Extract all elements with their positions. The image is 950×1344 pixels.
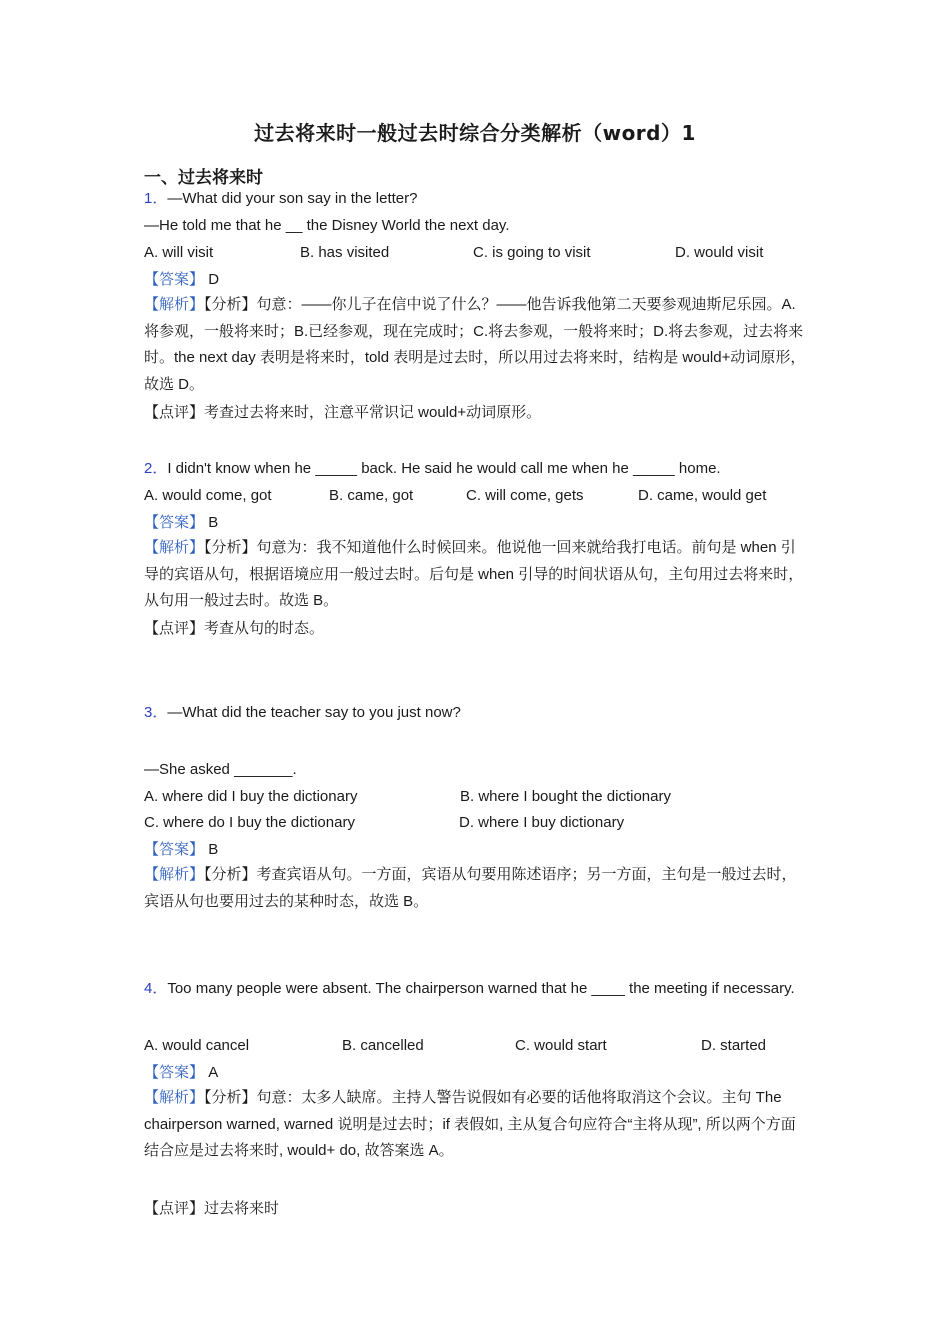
analysis-label: 【解析】 [144, 1089, 205, 1106]
question-number: 4． [144, 980, 168, 997]
question-4-stem: 4．Too many people were absent. The chairperson warned that he ____ the meeting if necessary. [144, 980, 795, 997]
question-2-comment: 【点评】考查从句的时态。 [144, 620, 325, 637]
answer-value: D [208, 271, 220, 288]
answer-blank: _______ [234, 761, 293, 778]
answer-label: 【答案】 [144, 1064, 205, 1081]
question-number: 2． [144, 460, 168, 477]
option-b: B. came, got [329, 487, 414, 504]
question-1-analysis [144, 292, 808, 399]
option-c: C. is going to visit [473, 244, 591, 261]
question-4-answer [144, 1063, 218, 1083]
answer-value: B [208, 841, 219, 858]
analysis-label: 【解析】 [144, 296, 205, 313]
option-b: B. cancelled [342, 1037, 424, 1054]
option-d: D. would visit [675, 244, 764, 261]
option-b: B. has visited [300, 244, 390, 261]
section-heading: 一、过去将来时 [144, 168, 263, 187]
question-1-comment: 【点评】考查过去将来时，注意平常识记 would+动词原形。 [144, 404, 542, 421]
answer-blank: _____ [315, 460, 358, 477]
question-3-stem: 3．—What did the teacher say to you just now? [144, 704, 461, 721]
analysis-text: 【分析】句意为：我不知道他什么时候回来。他说他一回来就给我打电话。前句是 when 引导的宾语从句，根据语境应用一般过去时。后句是 when 引导的时间状语从句，主句用过去将来时，从句用一般过去时。故选 B。 [144, 539, 804, 610]
option-c: C. will come, gets [466, 487, 584, 504]
answer-value: B [208, 514, 219, 531]
question-2-analysis [144, 535, 808, 615]
option-a: A. would come, got [144, 487, 272, 504]
option-c: C. where do I buy the dictionary [144, 814, 355, 831]
option-a: A. where did I buy the dictionary [144, 788, 358, 805]
question-1-stem: 1．—What did your son say in the letter? [144, 190, 418, 207]
question-1-line2: —He told me that he __ the Disney World the next day. [144, 217, 510, 234]
question-2-stem: 2．I didn't know when he _____ back. He said he would call me when he _____ home. [144, 460, 721, 477]
option-d: D. started [701, 1037, 767, 1054]
question-3-answer [144, 840, 218, 860]
question-4-analysis [144, 1085, 808, 1165]
option-a: A. would cancel [144, 1037, 250, 1054]
option-c: C. would start [515, 1037, 607, 1054]
answer-label: 【答案】 [144, 841, 205, 858]
question-1-answer [144, 270, 219, 290]
analysis-text: 【分析】考查宾语从句。一方面，宾语从句要用陈述语序；另一方面，主句是一般过去时，宾语从句也要用过去的某种时态，故选 B。 [144, 866, 797, 910]
answer-label: 【答案】 [144, 271, 205, 288]
question-3-analysis [144, 862, 808, 915]
answer-blank: __ [285, 217, 303, 234]
option-d: D. came, would get [638, 487, 767, 504]
question-number: 3． [144, 704, 168, 721]
option-b: B. where I bought the dictionary [460, 788, 671, 805]
analysis-text: 【分析】句意：太多人缺席。主持人警告说假如有必要的话他将取消这个会议。主句 The chairperson warned, warned 说明是过去时；if 表假如, 主从复合句应符合“主将从现”, 所以两个方面结合应是过去将来时, would+ do, 故答案选 A。 [144, 1089, 796, 1160]
answer-blank: ____ [591, 980, 625, 997]
document-title: 过去将来时一般过去时综合分类解析（word）1 [254, 121, 696, 145]
answer-label: 【答案】 [144, 514, 205, 531]
question-2-answer [144, 513, 218, 533]
question-4-comment: 【点评】过去将来时 [144, 1200, 280, 1217]
option-a: A. will visit [144, 244, 214, 261]
answer-value: A [208, 1064, 219, 1081]
answer-blank: _____ [633, 460, 675, 477]
analysis-label: 【解析】 [144, 866, 205, 883]
analysis-text: 【分析】句意：——你儿子在信中说了什么？——他告诉我他第二天要参观迪斯尼乐园。A.将参观，一般将来时；B.已经参观，现在完成时；C.将去参观，一般将来时；D.将去参观，过去将来时。the next day 表明是将来时，told 表明是过去时，所以用过去将来时，结构是 would+动词原形，故选 D。 [144, 296, 806, 394]
analysis-label: 【解析】 [144, 539, 205, 556]
option-d: D. where I buy dictionary [459, 814, 625, 831]
question-number: 1． [144, 190, 168, 207]
question-3-line2: —She asked _______. [144, 761, 297, 778]
